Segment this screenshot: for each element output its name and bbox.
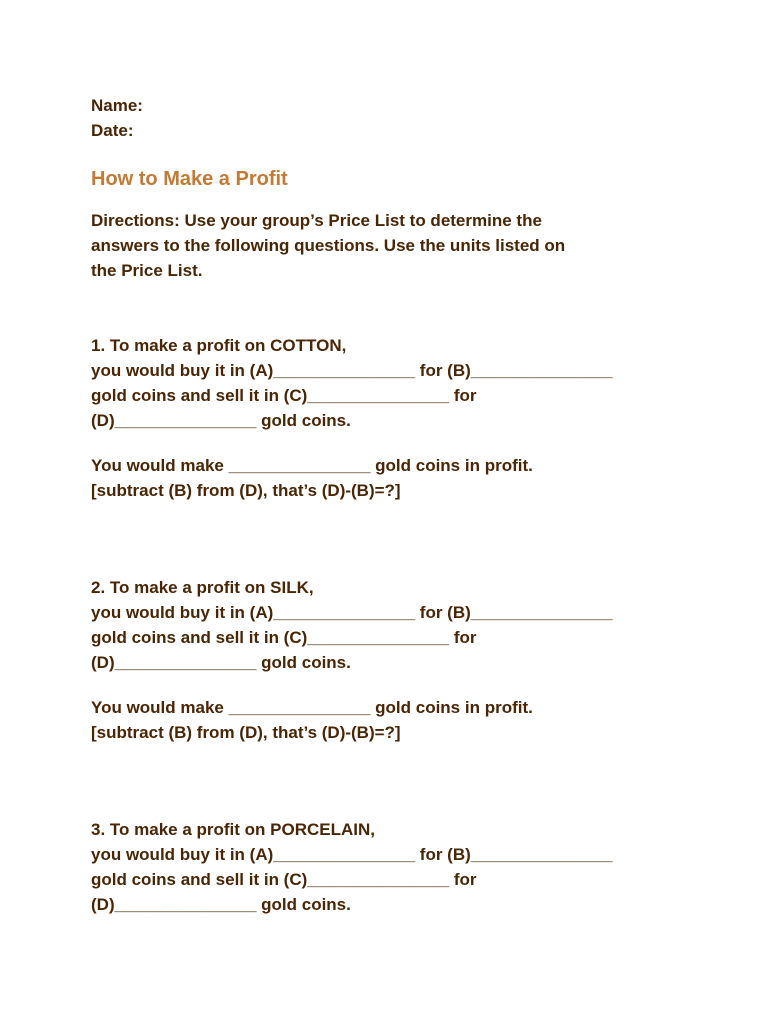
name-label: Name:: [91, 96, 143, 115]
question-porcelain: [91, 817, 731, 917]
question-line: you would buy it in (A)_______________ for (B)_______________: [91, 361, 613, 380]
date-label: Date:: [91, 121, 134, 140]
question-silk: [91, 575, 731, 745]
question-line: (D)_______________ gold coins.: [91, 653, 351, 672]
profit-line: You would make _______________ gold coins in profit.: [91, 698, 533, 717]
directions-line: answers to the following questions. Use the units listed on: [91, 236, 566, 255]
question-line: 3. To make a profit on PORCELAIN,: [91, 820, 375, 839]
question-line: 2. To make a profit on SILK,: [91, 578, 314, 597]
question-line: gold coins and sell it in (C)_______________ for: [91, 628, 477, 647]
profit-hint: [subtract (B) from (D), that’s (D)-(B)=?]: [91, 481, 401, 500]
worksheet-page: [91, 93, 731, 917]
question-line: 1. To make a profit on COTTON,: [91, 336, 347, 355]
question-line: gold coins and sell it in (C)_______________ for: [91, 870, 477, 889]
question-line: (D)_______________ gold coins.: [91, 411, 351, 430]
question-cotton: [91, 333, 731, 503]
question-line: gold coins and sell it in (C)_______________ for: [91, 386, 477, 405]
question-line: (D)_______________ gold coins.: [91, 895, 351, 914]
directions-line: the Price List.: [91, 261, 203, 280]
profit-hint: [subtract (B) from (D), that’s (D)-(B)=?]: [91, 723, 401, 742]
directions-paragraph: [91, 208, 731, 283]
profit-line: You would make _______________ gold coins in profit.: [91, 456, 533, 475]
page-title: How to Make a Profit: [91, 168, 288, 190]
directions-line: Directions: Use your group’s Price List to determine the: [91, 211, 542, 230]
question-line: you would buy it in (A)_______________ for (B)_______________: [91, 845, 613, 864]
question-line: you would buy it in (A)_______________ for (B)_______________: [91, 603, 613, 622]
